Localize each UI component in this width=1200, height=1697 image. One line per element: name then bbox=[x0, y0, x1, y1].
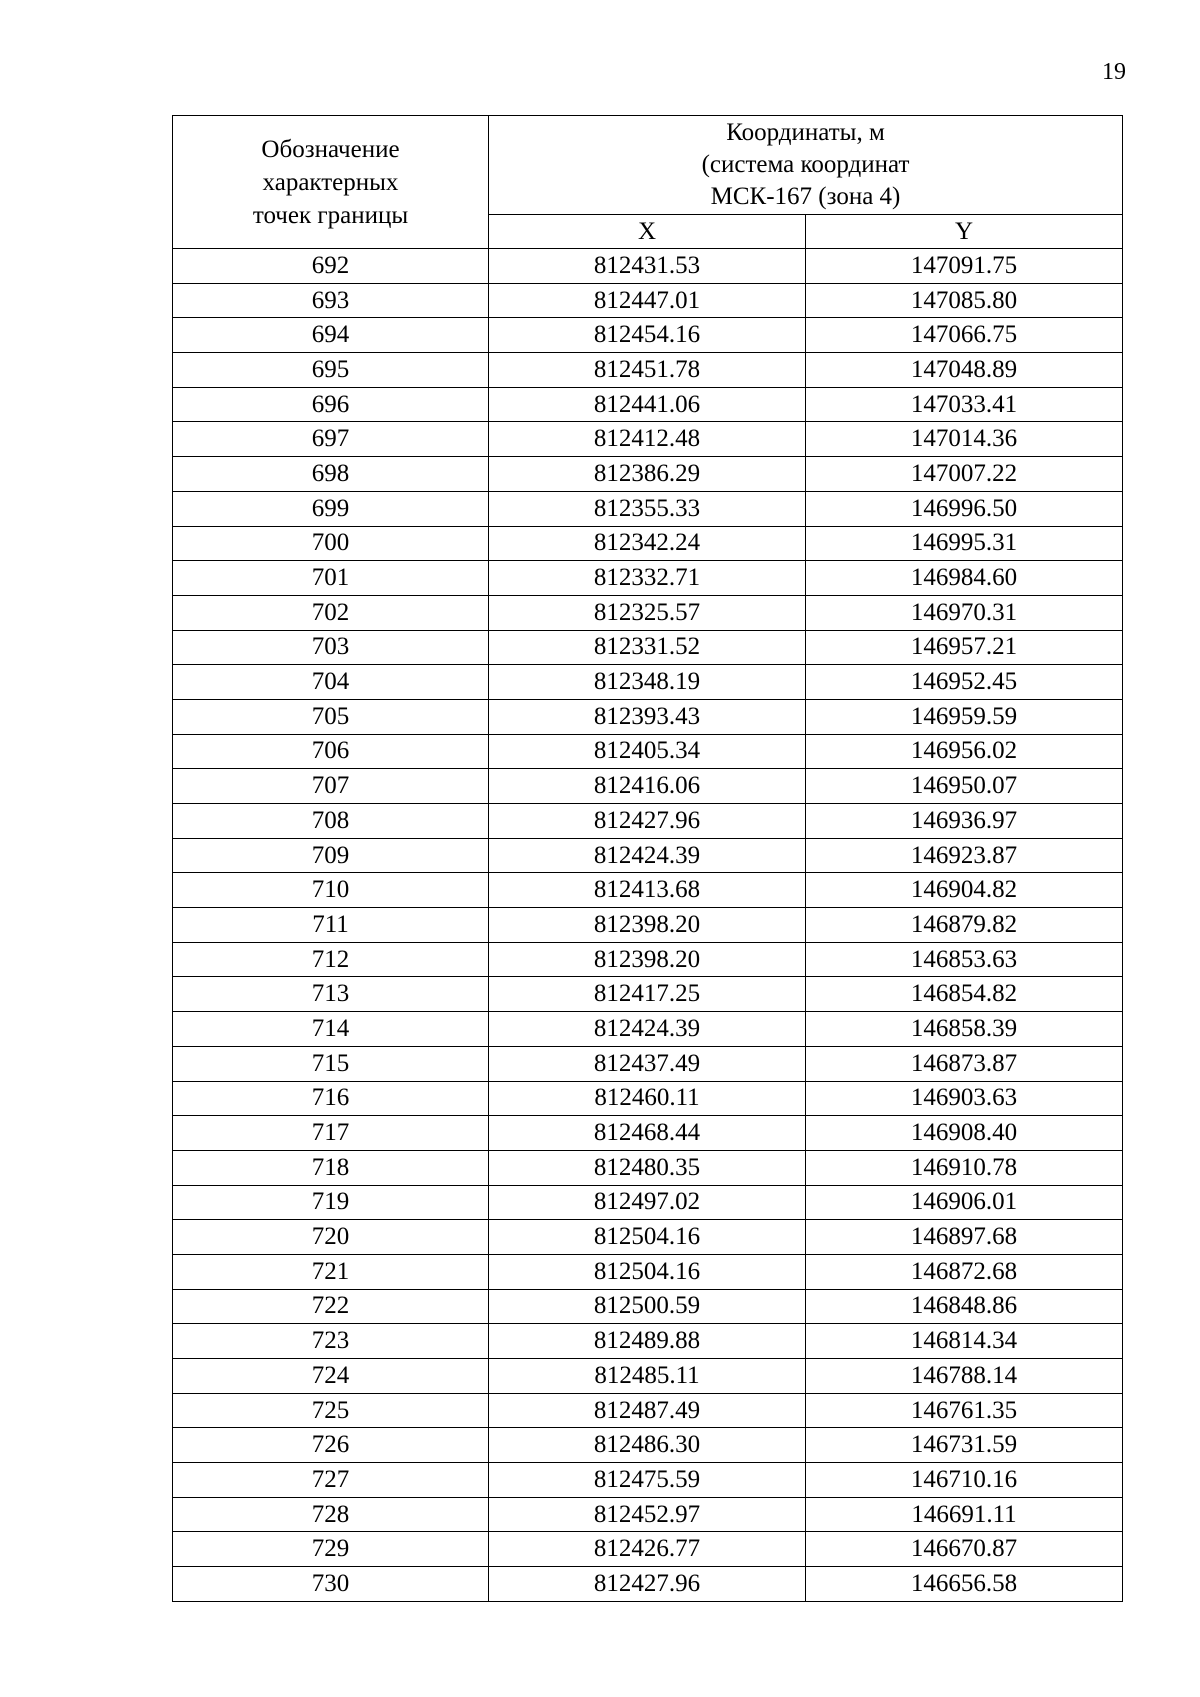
table-row bbox=[173, 318, 1123, 353]
table-row bbox=[173, 734, 1123, 769]
y-coordinate-cell: 146995.31 bbox=[806, 526, 1123, 561]
point-cell: 699 bbox=[173, 491, 489, 526]
y-coordinate-cell: 146710.16 bbox=[806, 1463, 1123, 1498]
x-column-header: X bbox=[489, 215, 806, 249]
y-coordinate-cell: 146936.97 bbox=[806, 804, 1123, 839]
point-cell: 710 bbox=[173, 873, 489, 908]
point-cell: 693 bbox=[173, 283, 489, 318]
point-designation-header bbox=[173, 116, 489, 249]
table-row bbox=[173, 1012, 1123, 1047]
table-row bbox=[173, 353, 1123, 388]
y-coordinate-cell: 146656.58 bbox=[806, 1567, 1123, 1602]
x-coordinate-cell: 812426.77 bbox=[489, 1532, 806, 1567]
x-coordinate-cell: 812355.33 bbox=[489, 491, 806, 526]
x-coordinate-cell: 812441.06 bbox=[489, 387, 806, 422]
y-coordinate-cell: 146854.82 bbox=[806, 977, 1123, 1012]
x-coordinate-cell: 812416.06 bbox=[489, 769, 806, 804]
y-coordinate-cell: 146872.68 bbox=[806, 1254, 1123, 1289]
x-coordinate-cell: 812325.57 bbox=[489, 595, 806, 630]
y-coordinate-cell: 146908.40 bbox=[806, 1116, 1123, 1151]
x-coordinate-cell: 812485.11 bbox=[489, 1359, 806, 1394]
point-cell: 707 bbox=[173, 769, 489, 804]
table-header bbox=[173, 116, 1123, 249]
x-coordinate-cell: 812348.19 bbox=[489, 665, 806, 700]
x-coordinate-cell: 812486.30 bbox=[489, 1428, 806, 1463]
x-coordinate-cell: 812386.29 bbox=[489, 457, 806, 492]
table-row bbox=[173, 1532, 1123, 1567]
table-body bbox=[173, 249, 1123, 1602]
table-row bbox=[173, 838, 1123, 873]
point-header-line: Обозначение bbox=[261, 135, 400, 163]
y-coordinate-cell: 146950.07 bbox=[806, 769, 1123, 804]
x-coordinate-cell: 812342.24 bbox=[489, 526, 806, 561]
x-coordinate-cell: 812427.96 bbox=[489, 1567, 806, 1602]
y-coordinate-cell: 146731.59 bbox=[806, 1428, 1123, 1463]
table-row bbox=[173, 804, 1123, 839]
point-cell: 722 bbox=[173, 1289, 489, 1324]
y-coordinate-cell: 147091.75 bbox=[806, 249, 1123, 284]
y-coordinate-cell: 147048.89 bbox=[806, 353, 1123, 388]
table-row bbox=[173, 1497, 1123, 1532]
table-row bbox=[173, 1046, 1123, 1081]
y-coordinate-cell: 146903.63 bbox=[806, 1081, 1123, 1116]
point-cell: 695 bbox=[173, 353, 489, 388]
x-coordinate-cell: 812487.49 bbox=[489, 1393, 806, 1428]
y-coordinate-cell: 146788.14 bbox=[806, 1359, 1123, 1394]
x-coordinate-cell: 812480.35 bbox=[489, 1150, 806, 1185]
point-cell: 724 bbox=[173, 1359, 489, 1394]
point-cell: 694 bbox=[173, 318, 489, 353]
table-row bbox=[173, 422, 1123, 457]
y-coordinate-cell: 146691.11 bbox=[806, 1497, 1123, 1532]
y-coordinate-cell: 147066.75 bbox=[806, 318, 1123, 353]
x-coordinate-cell: 812431.53 bbox=[489, 249, 806, 284]
y-coordinate-cell: 146814.34 bbox=[806, 1324, 1123, 1359]
table-row bbox=[173, 1393, 1123, 1428]
y-coordinate-cell: 146904.82 bbox=[806, 873, 1123, 908]
point-header-line: точек границы bbox=[252, 201, 409, 229]
coordinates-header bbox=[489, 116, 1123, 215]
y-coordinate-cell: 146879.82 bbox=[806, 908, 1123, 943]
x-coordinate-cell: 812412.48 bbox=[489, 422, 806, 457]
y-coordinate-cell: 146670.87 bbox=[806, 1532, 1123, 1567]
x-coordinate-cell: 812424.39 bbox=[489, 838, 806, 873]
y-coordinate-cell: 146848.86 bbox=[806, 1289, 1123, 1324]
table-row bbox=[173, 1185, 1123, 1220]
x-coordinate-cell: 812500.59 bbox=[489, 1289, 806, 1324]
y-coordinate-cell: 146952.45 bbox=[806, 665, 1123, 700]
x-coordinate-cell: 812475.59 bbox=[489, 1463, 806, 1498]
table-row bbox=[173, 1567, 1123, 1602]
point-cell: 708 bbox=[173, 804, 489, 839]
point-cell: 726 bbox=[173, 1428, 489, 1463]
x-coordinate-cell: 812393.43 bbox=[489, 699, 806, 734]
point-cell: 698 bbox=[173, 457, 489, 492]
point-cell: 723 bbox=[173, 1324, 489, 1359]
point-cell: 717 bbox=[173, 1116, 489, 1151]
y-coordinate-cell: 146923.87 bbox=[806, 838, 1123, 873]
point-cell: 729 bbox=[173, 1532, 489, 1567]
x-coordinate-cell: 812332.71 bbox=[489, 561, 806, 596]
point-cell: 715 bbox=[173, 1046, 489, 1081]
table-row bbox=[173, 908, 1123, 943]
x-coordinate-cell: 812451.78 bbox=[489, 353, 806, 388]
y-coordinate-cell: 146957.21 bbox=[806, 630, 1123, 665]
point-cell: 727 bbox=[173, 1463, 489, 1498]
point-cell: 713 bbox=[173, 977, 489, 1012]
table-row bbox=[173, 977, 1123, 1012]
x-coordinate-cell: 812398.20 bbox=[489, 942, 806, 977]
table-row bbox=[173, 1289, 1123, 1324]
y-coordinate-cell: 146970.31 bbox=[806, 595, 1123, 630]
point-cell: 730 bbox=[173, 1567, 489, 1602]
y-coordinate-cell: 146956.02 bbox=[806, 734, 1123, 769]
table-row bbox=[173, 526, 1123, 561]
x-coordinate-cell: 812489.88 bbox=[489, 1324, 806, 1359]
point-cell: 697 bbox=[173, 422, 489, 457]
x-coordinate-cell: 812398.20 bbox=[489, 908, 806, 943]
y-coordinate-cell: 146984.60 bbox=[806, 561, 1123, 596]
x-coordinate-cell: 812454.16 bbox=[489, 318, 806, 353]
y-coordinate-cell: 147033.41 bbox=[806, 387, 1123, 422]
table-row bbox=[173, 1463, 1123, 1498]
y-coordinate-cell: 147007.22 bbox=[806, 457, 1123, 492]
point-cell: 719 bbox=[173, 1185, 489, 1220]
point-cell: 728 bbox=[173, 1497, 489, 1532]
table-row bbox=[173, 249, 1123, 284]
x-coordinate-cell: 812417.25 bbox=[489, 977, 806, 1012]
table-row bbox=[173, 769, 1123, 804]
point-cell: 696 bbox=[173, 387, 489, 422]
point-cell: 721 bbox=[173, 1254, 489, 1289]
coords-header-line: (система координат bbox=[701, 151, 910, 178]
coords-header-line: Координаты, м bbox=[726, 119, 885, 146]
table-row bbox=[173, 457, 1123, 492]
table-row bbox=[173, 699, 1123, 734]
x-coordinate-cell: 812437.49 bbox=[489, 1046, 806, 1081]
point-cell: 720 bbox=[173, 1220, 489, 1255]
x-coordinate-cell: 812424.39 bbox=[489, 1012, 806, 1047]
point-cell: 709 bbox=[173, 838, 489, 873]
x-coordinate-cell: 812460.11 bbox=[489, 1081, 806, 1116]
table-row bbox=[173, 1081, 1123, 1116]
table-row bbox=[173, 1324, 1123, 1359]
point-cell: 692 bbox=[173, 249, 489, 284]
point-header-line: характерных bbox=[262, 168, 399, 196]
x-coordinate-cell: 812452.97 bbox=[489, 1497, 806, 1532]
y-coordinate-cell: 147014.36 bbox=[806, 422, 1123, 457]
table-row bbox=[173, 1359, 1123, 1394]
point-cell: 703 bbox=[173, 630, 489, 665]
x-coordinate-cell: 812413.68 bbox=[489, 873, 806, 908]
table-row bbox=[173, 942, 1123, 977]
y-coordinate-cell: 146996.50 bbox=[806, 491, 1123, 526]
x-coordinate-cell: 812331.52 bbox=[489, 630, 806, 665]
table-row bbox=[173, 1150, 1123, 1185]
coords-header-line: МСК-167 (зона 4) bbox=[710, 183, 901, 210]
table-row bbox=[173, 1220, 1123, 1255]
table-row bbox=[173, 1254, 1123, 1289]
point-cell: 712 bbox=[173, 942, 489, 977]
point-cell: 701 bbox=[173, 561, 489, 596]
y-coordinate-cell: 146910.78 bbox=[806, 1150, 1123, 1185]
y-coordinate-cell: 146853.63 bbox=[806, 942, 1123, 977]
x-coordinate-cell: 812405.34 bbox=[489, 734, 806, 769]
y-coordinate-cell: 146873.87 bbox=[806, 1046, 1123, 1081]
coordinates-table bbox=[172, 115, 1123, 1602]
y-coordinate-cell: 147085.80 bbox=[806, 283, 1123, 318]
y-coordinate-cell: 146858.39 bbox=[806, 1012, 1123, 1047]
y-column-header: Y bbox=[806, 215, 1123, 249]
point-cell: 705 bbox=[173, 699, 489, 734]
point-cell: 704 bbox=[173, 665, 489, 700]
table-row bbox=[173, 665, 1123, 700]
table-row bbox=[173, 561, 1123, 596]
point-cell: 714 bbox=[173, 1012, 489, 1047]
x-coordinate-cell: 812504.16 bbox=[489, 1254, 806, 1289]
x-coordinate-cell: 812497.02 bbox=[489, 1185, 806, 1220]
y-coordinate-cell: 146959.59 bbox=[806, 699, 1123, 734]
point-cell: 700 bbox=[173, 526, 489, 561]
table-row bbox=[173, 491, 1123, 526]
x-coordinate-cell: 812447.01 bbox=[489, 283, 806, 318]
y-coordinate-cell: 146897.68 bbox=[806, 1220, 1123, 1255]
x-coordinate-cell: 812468.44 bbox=[489, 1116, 806, 1151]
table-row bbox=[173, 1116, 1123, 1151]
point-cell: 725 bbox=[173, 1393, 489, 1428]
table-row bbox=[173, 283, 1123, 318]
y-coordinate-cell: 146761.35 bbox=[806, 1393, 1123, 1428]
y-coordinate-cell: 146906.01 bbox=[806, 1185, 1123, 1220]
point-cell: 716 bbox=[173, 1081, 489, 1116]
table-row bbox=[173, 387, 1123, 422]
table-row bbox=[173, 1428, 1123, 1463]
point-cell: 706 bbox=[173, 734, 489, 769]
table-row bbox=[173, 630, 1123, 665]
table-row bbox=[173, 595, 1123, 630]
page-number: 19 bbox=[1102, 59, 1126, 85]
point-cell: 718 bbox=[173, 1150, 489, 1185]
point-cell: 711 bbox=[173, 908, 489, 943]
x-coordinate-cell: 812504.16 bbox=[489, 1220, 806, 1255]
table-row bbox=[173, 873, 1123, 908]
point-cell: 702 bbox=[173, 595, 489, 630]
x-coordinate-cell: 812427.96 bbox=[489, 804, 806, 839]
